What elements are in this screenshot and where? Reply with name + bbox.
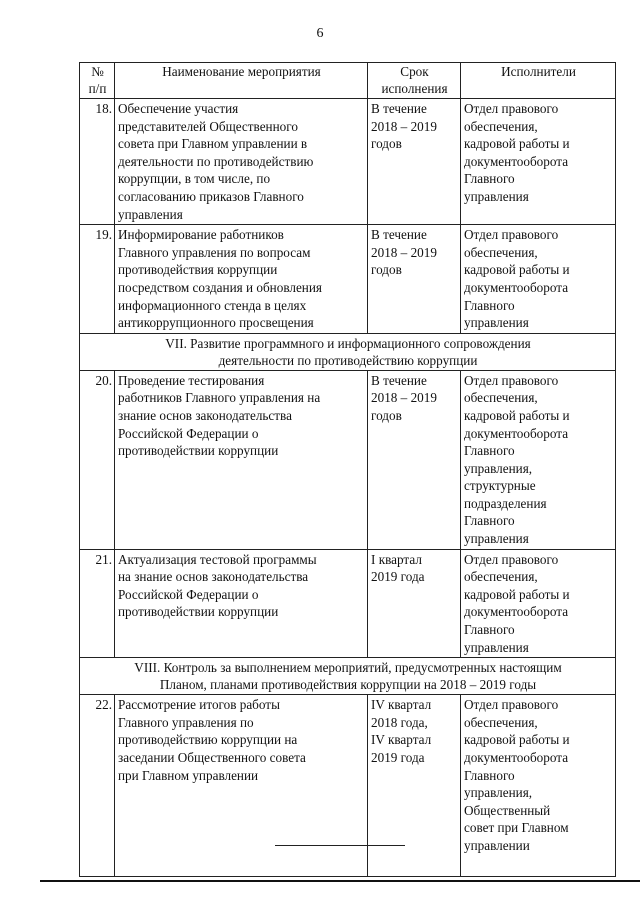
table-row bbox=[80, 225, 616, 334]
header-number: № п/п bbox=[80, 63, 115, 99]
row-number: 18. bbox=[80, 99, 115, 225]
measure-name: Информирование работников Главного управления по вопросам противодействия коррупции посредством создания и обновления информационного стенда в целях антикоррупционного просвещения bbox=[115, 225, 368, 334]
measure-name: Проведение тестирования работников Главного управления на знание основ законодательства Российской Федерации о противодействии коррупции bbox=[115, 370, 368, 549]
row-number: 19. bbox=[80, 225, 115, 334]
executors: Отдел правового обеспечения, кадровой работы и документооборота Главного управления, структурные подразделения Главного управления bbox=[461, 370, 616, 549]
executors: Отдел правового обеспечения, кадровой работы и документооборота Главного управления bbox=[461, 225, 616, 334]
end-separator-line bbox=[275, 845, 405, 846]
table-row bbox=[80, 370, 616, 549]
section-heading-8: VIII. Контроль за выполнением мероприятий, предусмотренных настоящим Планом, планами противодействия коррупции на 2018 – 2019 годы bbox=[80, 658, 616, 695]
measure-name: Обеспечение участия представителей Общественного совета при Главном управлении в деятельности по противодействию коррупции, в том числе, по согласованию приказов Главного управления bbox=[115, 99, 368, 225]
table-header-row bbox=[80, 63, 616, 99]
deadline: В течение 2018 – 2019 годов bbox=[368, 225, 461, 334]
section-row bbox=[80, 333, 616, 370]
deadline: IV квартал 2018 года, IV квартал 2019 года bbox=[368, 695, 461, 877]
table-row bbox=[80, 549, 616, 658]
measures-table bbox=[79, 62, 616, 877]
executors: Отдел правового обеспечения, кадровой работы и документооборота Главного управления bbox=[461, 99, 616, 225]
measure-name: Актуализация тестовой программы на знание основ законодательства Российской Федерации о противодействии коррупции bbox=[115, 549, 368, 658]
header-deadline: Срок исполнения bbox=[368, 63, 461, 99]
executors: Отдел правового обеспечения, кадровой работы и документооборота Главного управления bbox=[461, 549, 616, 658]
table-row bbox=[80, 695, 616, 877]
table-row bbox=[80, 99, 616, 225]
header-executors: Исполнители bbox=[461, 63, 616, 99]
page-bottom-rule bbox=[40, 880, 640, 882]
executors: Отдел правового обеспечения, кадровой работы и документооборота Главного управления, Общественный совет при Главном управлении bbox=[461, 695, 616, 877]
header-measure-name: Наименование мероприятия bbox=[115, 63, 368, 99]
deadline: I квартал 2019 года bbox=[368, 549, 461, 658]
page-number: 6 bbox=[316, 26, 324, 41]
section-heading-7: VII. Развитие программного и информационного сопровождения деятельности по противодействию коррупции bbox=[80, 333, 616, 370]
row-number: 20. bbox=[80, 370, 115, 549]
row-number: 21. bbox=[80, 549, 115, 658]
measure-name: Рассмотрение итогов работы Главного управления по противодействию коррупции на заседании Общественного совета при Главном управлении bbox=[115, 695, 368, 877]
section-row bbox=[80, 658, 616, 695]
deadline: В течение 2018 – 2019 годов bbox=[368, 99, 461, 225]
deadline: В течение 2018 – 2019 годов bbox=[368, 370, 461, 549]
row-number: 22. bbox=[80, 695, 115, 877]
